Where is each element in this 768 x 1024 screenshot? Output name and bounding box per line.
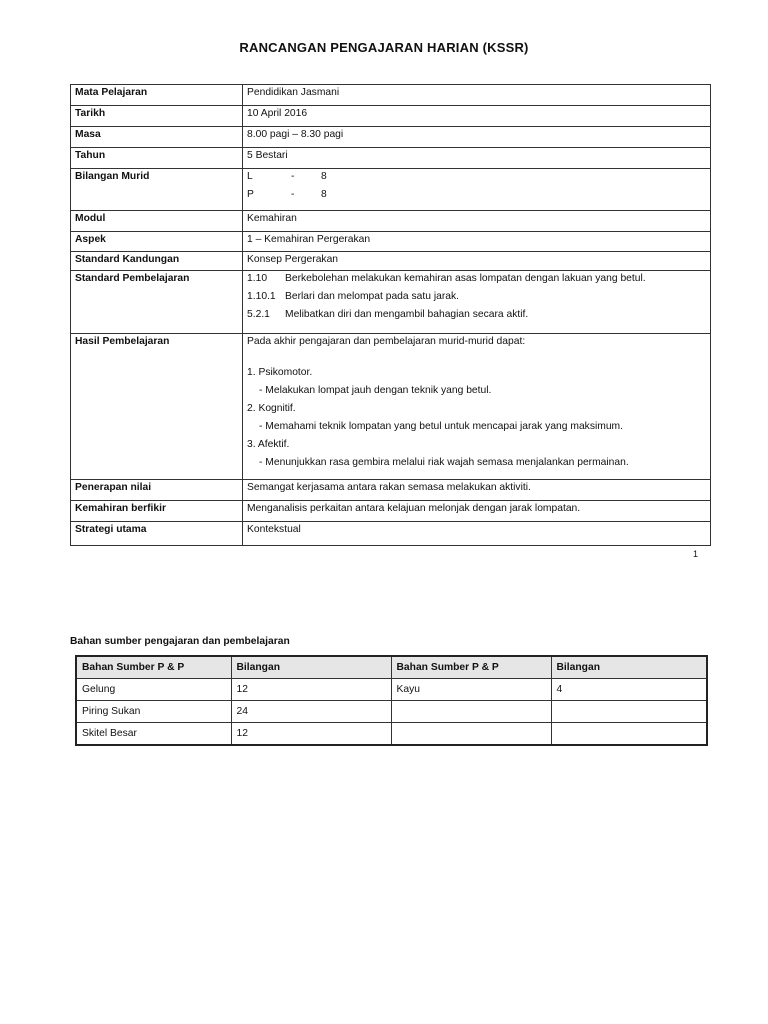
- table-cell: Kayu: [391, 679, 551, 701]
- row-label: Mata Pelajaran: [71, 85, 243, 106]
- hp-detail: - Memahami teknik lompatan yang betul untuk mencapai jarak yang maksimum.: [259, 421, 623, 432]
- table-row: [71, 522, 711, 546]
- table-cell: 12: [231, 679, 391, 701]
- sp-code: 1.10: [247, 273, 268, 284]
- table-row: [71, 127, 711, 148]
- table-row: [71, 232, 711, 252]
- row-label: Penerapan nilai: [71, 480, 243, 501]
- row-value: [243, 334, 711, 480]
- document-title: RANCANGAN PENGAJARAN HARIAN (KSSR): [239, 40, 529, 55]
- table-row: [71, 480, 711, 501]
- row-value: Kemahiran: [243, 211, 711, 232]
- table-row: [71, 85, 711, 106]
- row-value: 8.00 pagi – 8.30 pagi: [243, 127, 711, 148]
- table-cell: [551, 701, 707, 723]
- table-header-row: [76, 656, 707, 679]
- row-label: Hasil Pembelajaran: [71, 334, 243, 480]
- hp-intro: Pada akhir pengajaran dan pembelajaran murid-murid dapat:: [247, 336, 526, 347]
- table-row: [71, 501, 711, 522]
- page-number: 1: [693, 549, 699, 559]
- bahan-section-title: Bahan sumber pengajaran dan pembelajaran: [70, 636, 290, 647]
- hp-detail: - Melakukan lompat jauh dengan teknik yang betul.: [259, 385, 492, 396]
- row-label: Kemahiran berfikir: [71, 501, 243, 522]
- table-cell: 24: [231, 701, 391, 723]
- row-value: 5 Bestari: [243, 148, 711, 169]
- table-cell: 12: [231, 723, 391, 746]
- row-label: Strategi utama: [71, 522, 243, 546]
- hp-heading: 3. Afektif.: [247, 439, 290, 450]
- table-cell: [391, 701, 551, 723]
- sp-item: [247, 272, 706, 285]
- column-header: Bilangan: [231, 656, 391, 679]
- hp-heading: 2. Kognitif.: [247, 403, 296, 414]
- gender-key: P: [247, 189, 254, 200]
- murid-row-p: [247, 188, 706, 201]
- table-row: [76, 701, 707, 723]
- row-value: [243, 271, 711, 334]
- row-value: Semangat kerjasama antara rakan semasa melakukan aktiviti.: [243, 480, 711, 501]
- column-header: Bahan Sumber P & P: [76, 656, 231, 679]
- row-value: 1 – Kemahiran Pergerakan: [243, 232, 711, 252]
- count: 8: [321, 171, 327, 182]
- sp-text: Berkebolehan melakukan kemahiran asas lompatan dengan lakuan yang betul.: [285, 273, 646, 284]
- table-row: [71, 148, 711, 169]
- row-value: Konsep Pergerakan: [243, 252, 711, 271]
- row-value: Kontekstual: [243, 522, 711, 546]
- row-label: Masa: [71, 127, 243, 148]
- hp-heading: 1. Psikomotor.: [247, 367, 313, 378]
- table-row: [71, 252, 711, 271]
- row-label: Tahun: [71, 148, 243, 169]
- row-label: Standard Pembelajaran: [71, 271, 243, 334]
- bahan-table: [75, 655, 708, 746]
- murid-row-l: [247, 170, 706, 183]
- gender-key: L: [247, 171, 253, 182]
- table-row: [71, 169, 711, 211]
- row-label: Modul: [71, 211, 243, 232]
- table-row: [71, 334, 711, 480]
- table-row: [76, 723, 707, 746]
- row-label: Standard Kandungan: [71, 252, 243, 271]
- table-cell: Skitel Besar: [76, 723, 231, 746]
- column-header: Bilangan: [551, 656, 707, 679]
- table-row: [76, 679, 707, 701]
- column-header: Bahan Sumber P & P: [391, 656, 551, 679]
- dash: -: [291, 189, 295, 200]
- table-cell: 4: [551, 679, 707, 701]
- sp-code: 5.2.1: [247, 309, 270, 320]
- sp-item: [247, 308, 706, 321]
- row-value: 10 April 2016: [243, 106, 711, 127]
- table-cell: Gelung: [76, 679, 231, 701]
- sp-text: Berlari dan melompat pada satu jarak.: [285, 291, 459, 302]
- count: 8: [321, 189, 327, 200]
- dash: -: [291, 171, 295, 182]
- table-cell: Piring Sukan: [76, 701, 231, 723]
- table-cell: [391, 723, 551, 746]
- hp-detail: - Menunjukkan rasa gembira melalui riak wajah semasa menjalankan permainan.: [259, 457, 629, 468]
- table-row: [71, 271, 711, 334]
- table-row: [71, 211, 711, 232]
- row-label: Tarikh: [71, 106, 243, 127]
- sp-item: [247, 290, 706, 303]
- table-row: [71, 106, 711, 127]
- lesson-info-table: [70, 84, 711, 546]
- sp-text: Melibatkan diri dan mengambil bahagian secara aktif.: [285, 309, 529, 320]
- row-value: Menganalisis perkaitan antara kelajuan melonjak dengan jarak lompatan.: [243, 501, 711, 522]
- row-value: [243, 169, 711, 211]
- row-label: Bilangan Murid: [71, 169, 243, 211]
- row-value: Pendidikan Jasmani: [243, 85, 711, 106]
- table-cell: [551, 723, 707, 746]
- row-label: Aspek: [71, 232, 243, 252]
- sp-code: 1.10.1: [247, 291, 276, 302]
